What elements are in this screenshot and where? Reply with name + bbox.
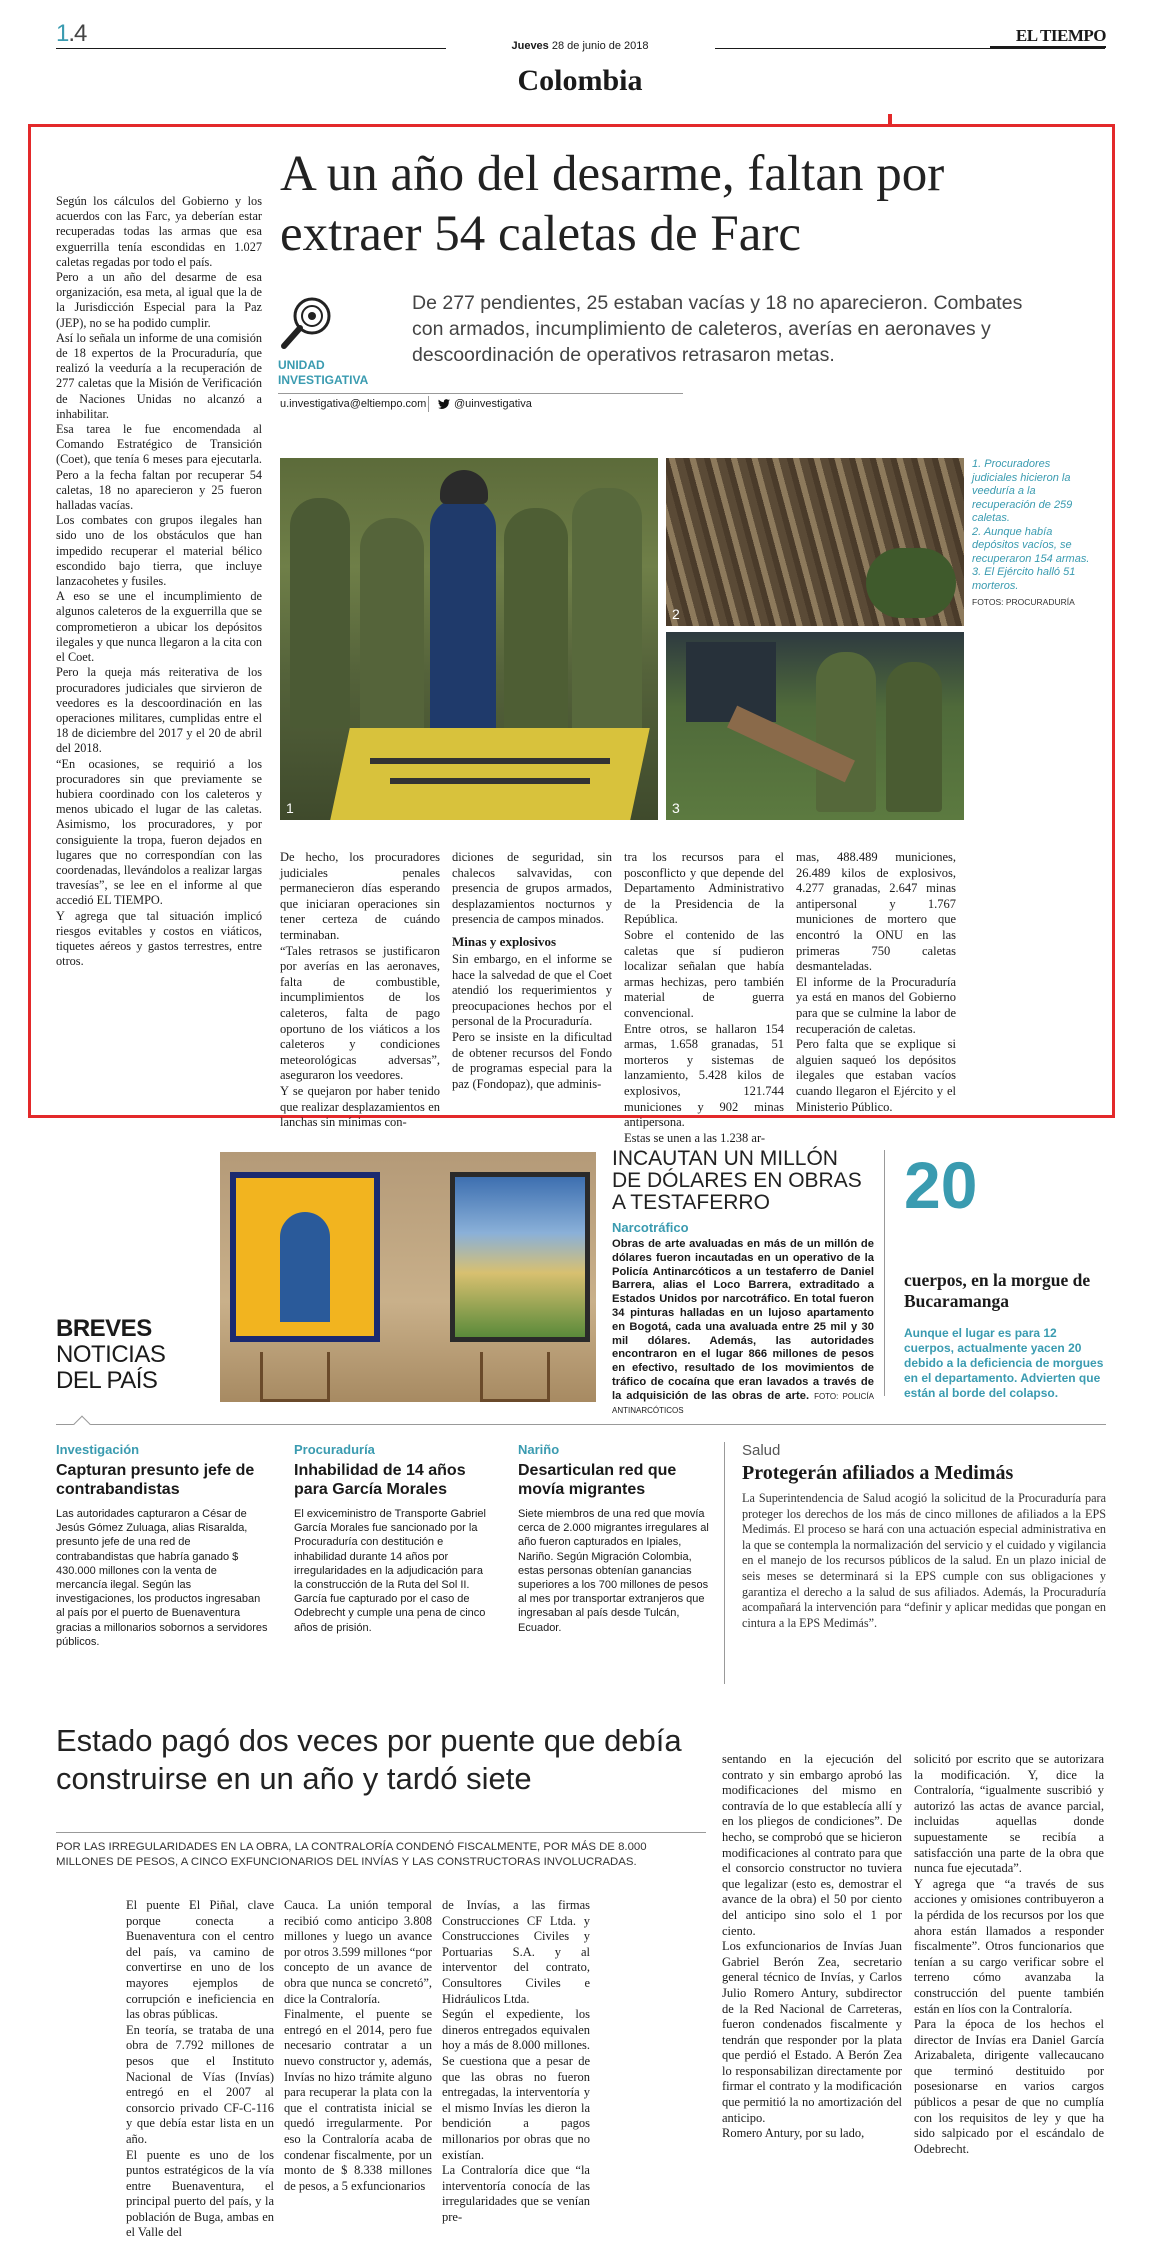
feature-kicker: Narcotráfico bbox=[612, 1220, 689, 1235]
breves-divider bbox=[884, 1150, 885, 1396]
caption-2: 2. Aunque había depósitos vacíos, se recuperaron 154 armas. bbox=[972, 525, 1090, 565]
header-date bbox=[440, 40, 720, 52]
salud-divider bbox=[724, 1442, 725, 1684]
stat-body: Aunque el lugar es para 12 cuerpos, actualmente yacen 20 debido a la deficiencia de morgues en el departamento. Advierten que están al borde del colapso. bbox=[904, 1326, 1104, 1400]
caption-1: 1. Procuradores judiciales hicieron la veeduría a la recuperación de 259 caletas. bbox=[972, 458, 1073, 524]
brief-title: Capturan presunto jefe de contrabandistas bbox=[56, 1462, 255, 1498]
bridge-column-4: sentando en la ejecución del contrato y sin embargo aprobó las modificaciones del mismo en contravía de lo que establecía allí y en los pliegos de condiciones”. De hecho, se comprobó que se hicieron modificaciones al contrato para que el consorcio constructor no tuviera que legalizar (esto es, demostrar el avance de la obra) el 50 por ciento del anticipo sino solo el 1 por ciento. Los exfuncionarios de Invías Juan Gabriel Berón Zea, secretario general técnico de Invías, y Carlos Julio Romero Antury, subdirector de la Red Nacional de Carreteras, fueron condenados fiscalmente y tendrán que responder por la plata que perdió el Estado. A Berón Zea lo responsabilizan directamente por firmar el contrato y la modificación que permitió la no amortización del anticipo. Romero Antury, por su lado, bbox=[722, 1752, 902, 2141]
breves-separator bbox=[56, 1424, 1106, 1425]
bridge-deck: POR LAS IRREGULARIDADES EN LA OBRA, LA CONTRALORÍA CONDENÓ FISCALMENTE, POR MÁS DE 8.000 MILLONES DE PESOS, A CINCO EXFUNCIONARIOS DEL INVÍAS Y LAS CONSTRUCTORAS INVOLUCRADAS. bbox=[56, 1841, 647, 1868]
stat-headline: cuerpos, en la morgue de Bucaramanga bbox=[904, 1270, 1091, 1311]
salud-kicker: Salud bbox=[742, 1442, 781, 1459]
feature-title: INCAUTAN UN MILLÓN DE DÓLARES EN OBRAS A TESTAFERRO bbox=[612, 1147, 862, 1214]
feature-body bbox=[612, 1238, 874, 1417]
brief-item-narino bbox=[518, 1442, 718, 1635]
del-pais-word: DEL PAÍS bbox=[56, 1367, 158, 1394]
brief-kicker: Investigación bbox=[56, 1442, 140, 1457]
lead-deck: De 277 pendientes, 25 estaban vacías y 18 no aparecieron. Combates con armados, incumplimiento de caleteros, averías en aeronaves y descoordinación de operativos retrasaron metas. bbox=[412, 292, 1023, 366]
breves-label bbox=[56, 1316, 206, 1394]
bridge-column-1: El puente El Piñal, clave porque conecta a Buenaventura con el centro del país, va camino de convertirse en uno de los mayores ejemplos de corrupción e ineficiencia en las obras públicas. En teoría, se trataba de una obra de 7.792 millones de pesos que el Instituto Nacional de Vías (Invías) entregó en el 2007 al consorcio privado CF-C-116 y que debía estar lista en un año. El puente es uno de los puntos estratégicos de la vía entre Buenaventura, el principal puerto del país, y la población de Buga, ambas en el Valle del bbox=[126, 1898, 274, 2240]
photo-number-1: 1 bbox=[286, 800, 294, 816]
masthead-logo: EL TIEMPO bbox=[1015, 26, 1106, 45]
brief-item-salud bbox=[742, 1442, 1106, 1631]
magnifier-icon bbox=[278, 294, 336, 352]
separator-notch bbox=[74, 1416, 91, 1433]
bridge-column-3: de Invías, a las firmas Construcciones CF Ltda. y Construcciones Civiles y Portuarias S.A. y al interventor del contrato, Consultores Civiles e Hidráulicos Ltda. Según el expediente, los dineros entregados equivalen hoy a más de 8.000 millones. Se cuestiona que a pesar de que las obras no fueron entregadas, la interventoría y el mismo Invías les dieron la bendición a pagos millonarios por obras que no existían. La Contraloría dice que “la interventoría conocía de las irregularidades que se venían pre- bbox=[442, 1898, 590, 2224]
red-marker bbox=[888, 114, 892, 124]
photo-weapons bbox=[666, 458, 964, 626]
byline-rule bbox=[278, 393, 683, 394]
noticias-word: NOTICIAS bbox=[56, 1341, 166, 1368]
lead-column-3 bbox=[452, 850, 612, 1090]
salud-body: La Superintendencia de Salud acogió la solicitud de la Procuraduría para proteger los derechos de los más de cinco millones de afiliados a la EPS Medimás. El proceso se hará con una actuación especial administrativa en la que se contempla la normalización del servicio y el cuidado y vigilancia en el manejo de los recursos públicos de la salud. En un plazo inicial de seis meses se determinará si la EPS cumple con sus obligaciones y garantiza el derecho a la salud de sus afiliados. Además, la Procuraduría acompañará la intervención para “definir y aplicar medidas que pongan en cintura a la EPS Medimás”. bbox=[742, 1491, 1106, 1630]
lead-headline: A un año del desarme, faltan por extraer 54 caletas de Farc bbox=[280, 146, 945, 262]
photo-mortars bbox=[666, 632, 964, 820]
brief-body: El exviceministro de Transporte Gabriel García Morales fue sancionado por la Procuraduría con destitución e inhabilidad durante 14 años por irregularidades en la adjudicación para la construcción de la Ruta del Sol II. García fue capturado por el caso de Odebrecht y cumple una pena de cinco años de prisión. bbox=[294, 1508, 486, 1634]
photo-number-3: 3 bbox=[672, 800, 680, 816]
brief-kicker: Procuraduría bbox=[294, 1442, 375, 1457]
brief-title: Desarticulan red que movía migrantes bbox=[518, 1462, 677, 1498]
lead-column-3b: Sin embargo, en el informe se hace la salvedad de que el Coet atendió los requerimientos y preocupaciones hechos por el personal de la Procuraduría. Pero se insiste en la dificultad de obtener recursos del Fondo de programas especial para la paz (Fondopaz), que adminis- bbox=[452, 951, 612, 1091]
bridge-headline: Estado pagó dos veces por puente que debía construirse en un año y tardó siete bbox=[56, 1723, 682, 1796]
feature-body-text: Obras de arte avaluadas en más de un millón de dólares fueron incautadas en un operativo de la Policía Antinarcóticos a un testaferro de Daniel Barrera, alias el Loco Barrera, extraditado a Estados Unidos por narcotráfico. En total fueron 34 pinturas halladas en un lujoso apartamento en Bogotá, cada una avaluada entre 25 mil y 30 mil dólares. Además, las autoridades encontraron en el lugar 866 millones de pesos en efectivo, resultado de los movimientos de tráfico de cocaína que eran lavados a través de la adquisición de las obras de arte. bbox=[612, 1238, 874, 1402]
photo-number-2: 2 bbox=[672, 606, 680, 622]
lead-column-1: Según los cálculos del Gobierno y los acuerdos con las Farc, ya deberían estar recuperadas todas las armas que esa exguerrilla tenía escondidas en 1.027 caletas regadas por todo el país. Pero a un año del desarme de esa organización, esa meta, al igual que la de la Jurisdicción Especial para la Paz (JEP), no se ha podido cumplir. Así lo señala un informe de una comisión de 18 expertos de la Procuraduría, que realizó la veeduría a la recuperación de 277 caletas que la Misión de Verificación de Naciones Unidas no alcanzó a inhabilitar. Esa tarea le fue encomendada al Comando Estratégico de Transición (Coet), que tenía 6 meses para ejecutarla. Pero a la fecha faltan por recuperar 54 caletas, 18 no aparecieron y 25 fueron halladas vacías. Los combates con grupos ilegales han sido uno de los obstáculos que han impedido recuperar el material bélico escondido bajo tierra, que incluye lanzacohetes y fusiles. A eso se une el incumplimiento de algunos caleteros de la exguerrilla que se comprometieron a ubicar los depósitos ilegales y que nunca llegaron a la cita con el Coet. Pero la queja más reiterativa de los procuradores judiciales que sirvieron de veedores es la descoordinación en las operaciones militares, cumplidas entre el 18 de diciembre del 2017 y el 20 de abril del 2018. “En ocasiones, se requirió a los procuradores sin que previamente se hubiera coordinado con los caleteros y menos ubicado el lugar de las caletas. Asimismo, los procuradores, y por consiguiente la tropa, fueron dejados en lugares que no correspondían con las coordenadas, llevándolos a realizar largas travesías”, se lee en el informe al que accedió EL TIEMPO. Y agrega que tal situación implicó riesgos evitables y costos en viáticos, tiquetes aéreos y gastos terrestres, entre otros. bbox=[56, 194, 262, 969]
photo-procuradores bbox=[280, 458, 658, 820]
lead-column-2: De hecho, los procuradores judiciales penales permanecieron días esperando que iniciaran operaciones sin tener certeza de cuándo terminaban. “Tales retrasos se justificaron por averías en las aeronaves, falta de combustible, incumplimientos de los caleteros, falta de pago oportuno de los viáticos a los caleteros y condiciones meteorológicas adversas”, aseguraron los veedores. Y se quejaron por haber tenido que realizar desplazamientos en lanchas sin mínimas con- bbox=[280, 850, 440, 1130]
byline-divider bbox=[428, 396, 429, 412]
salud-title: Protegerán afiliados a Medimás bbox=[742, 1462, 1014, 1484]
breves-word: BREVES bbox=[56, 1315, 152, 1342]
brief-kicker: Nariño bbox=[518, 1442, 560, 1457]
page-number-prefix: 1 bbox=[56, 20, 69, 47]
date-day: Jueves bbox=[511, 40, 549, 52]
header-rule-left bbox=[56, 48, 446, 49]
date-text: 28 de junio de 2018 bbox=[551, 40, 649, 52]
page-number bbox=[56, 20, 86, 48]
lead-column-3a: diciones de seguridad, sin chalecos salvavidas, con presencia de grupos armados, desplazamientos nocturnos y presencia de campos minados. bbox=[452, 850, 612, 927]
feature-photo-credit: FOTO: POLICÍA ANTINARCÓTICOS bbox=[612, 1391, 875, 1415]
lead-column-4: tra los recursos para el posconflicto y que depende del Departamento Administrativo de la Presidencia de la República. Sobre el contenido de las caletas que sí pudieron localizar señalan que había armas hechizas, pero también material de guerra convencional. Entre otros, se hallaron 154 armas, 1.658 granadas, 51 morteros y sistemas de lanzamiento, 5.428 kilos de explosivos, 121.744 municiones y 902 minas antipersona. Estas se unen a las 1.238 ar- bbox=[624, 850, 784, 1145]
page-number-suffix: .4 bbox=[68, 20, 87, 47]
stat-number: 20 bbox=[904, 1148, 978, 1222]
lead-column-5: mas, 488.489 municiones, 26.489 kilos de explosivos, 4.277 granadas, 2.647 minas antipersonal y 1.767 municiones de mortero que encontró la ONU en las primeras 750 caletas desmanteladas. El informe de la Procuraduría ya está en manos del Gobierno para que se culmine la labor de recuperación de caletas. Pero falta que se explique si alguien saqueó los depósitos ilegales que estaban vacíos cuando llegaron el Ejército y el Ministerio Público. bbox=[796, 850, 956, 1114]
caption-3: 3. El Ejército halló 51 morteros. bbox=[972, 566, 1076, 592]
twitter-icon bbox=[438, 399, 450, 409]
photo-captions bbox=[972, 458, 1090, 610]
photo-credit: FOTOS: PROCURADURÍA bbox=[972, 597, 1075, 607]
minas-subhead: Minas y explosivos bbox=[452, 933, 557, 949]
bridge-deck-rule bbox=[56, 1832, 706, 1833]
brief-item-procuraduria bbox=[294, 1442, 494, 1635]
brief-title: Inhabilidad de 14 años para García Morales bbox=[294, 1462, 466, 1498]
photo-artworks bbox=[220, 1152, 596, 1402]
section-title: Colombia bbox=[517, 64, 643, 97]
brief-item-investigacion bbox=[56, 1442, 270, 1649]
bridge-column-5: solicitó por escrito que se autorizara la modificación. Y, dice la Contraloría, “igualmente suscribió y autorizó las actas de avance parcial, incluidas aquellas donde supuestamente se recibía a satisfacción una parte de la obra que nunca fue ejecutada”. Y agrega que “a través de sus acciones y omisiones contribuyeron a la pérdida de los recursos por los que ahora están llamados a responder fiscalmente”. Otros funcionarios que tenían a su cargo verificar sobre el terreno cómo avanzaba la construcción del puente también están en líos con la Contraloría. Para la época de los hechos el director de Invías era Daniel García Arizabaleta, dirigente vallecaucano que terminó destituido por posesionarse en varios cargos públicos a pesar de que no cumplía con los requisitos de ley y que ha sido salpicado por el escándalo de Odebrecht. bbox=[914, 1752, 1104, 2156]
brief-body: Siete miembros de una red que movía cerca de 2.000 migrantes irregulares al año fueron capturados en Ipiales, Nariño. Según Migración Colombia, estas personas obtenían ganancias superiores a los 700 millones de pesos al mes por transportar extranjeros que ingresaban al país desde Tulcán, Ecuador. bbox=[518, 1508, 709, 1634]
unit-label: UNIDAD INVESTIGATIVA bbox=[278, 358, 369, 387]
byline-email[interactable]: u.investigativa@eltiempo.com bbox=[280, 398, 427, 410]
header-rule-right bbox=[715, 48, 1105, 49]
byline-twitter[interactable]: @uinvestigativa bbox=[454, 398, 532, 410]
bridge-column-2: Cauca. La unión temporal recibió como anticipo 3.808 millones y luego un avance por otros 3.599 millones “por concepto de un avance de obra que nunca se concretó”, dice la Contraloría. Finalmente, el puente se entregó en el 2014, pero fue necesario contratar a un nuevo constructor y, además, Invías no hizo trámite alguno para recuperar la plata con la que el contratista inicial se quedó irregularmente. Por eso la Contraloría acaba de condenar fiscalmente, por un monto de $ 8.338 millones de pesos, a 5 exfuncionarios bbox=[284, 1898, 432, 2193]
brief-body: Las autoridades capturaron a César de Jesús Gómez Zuluaga, alias Risaralda, presunto jefe de una red de contrabandistas que habría ganado $ 430.000 millones con la venta de mercancía ilegal. Según las investigaciones, los productos ingresaban al país por el puerto de Buenaventura gracias a millonarios sobornos a servidores públicos. bbox=[56, 1508, 268, 1648]
masthead-rule bbox=[990, 46, 1106, 48]
